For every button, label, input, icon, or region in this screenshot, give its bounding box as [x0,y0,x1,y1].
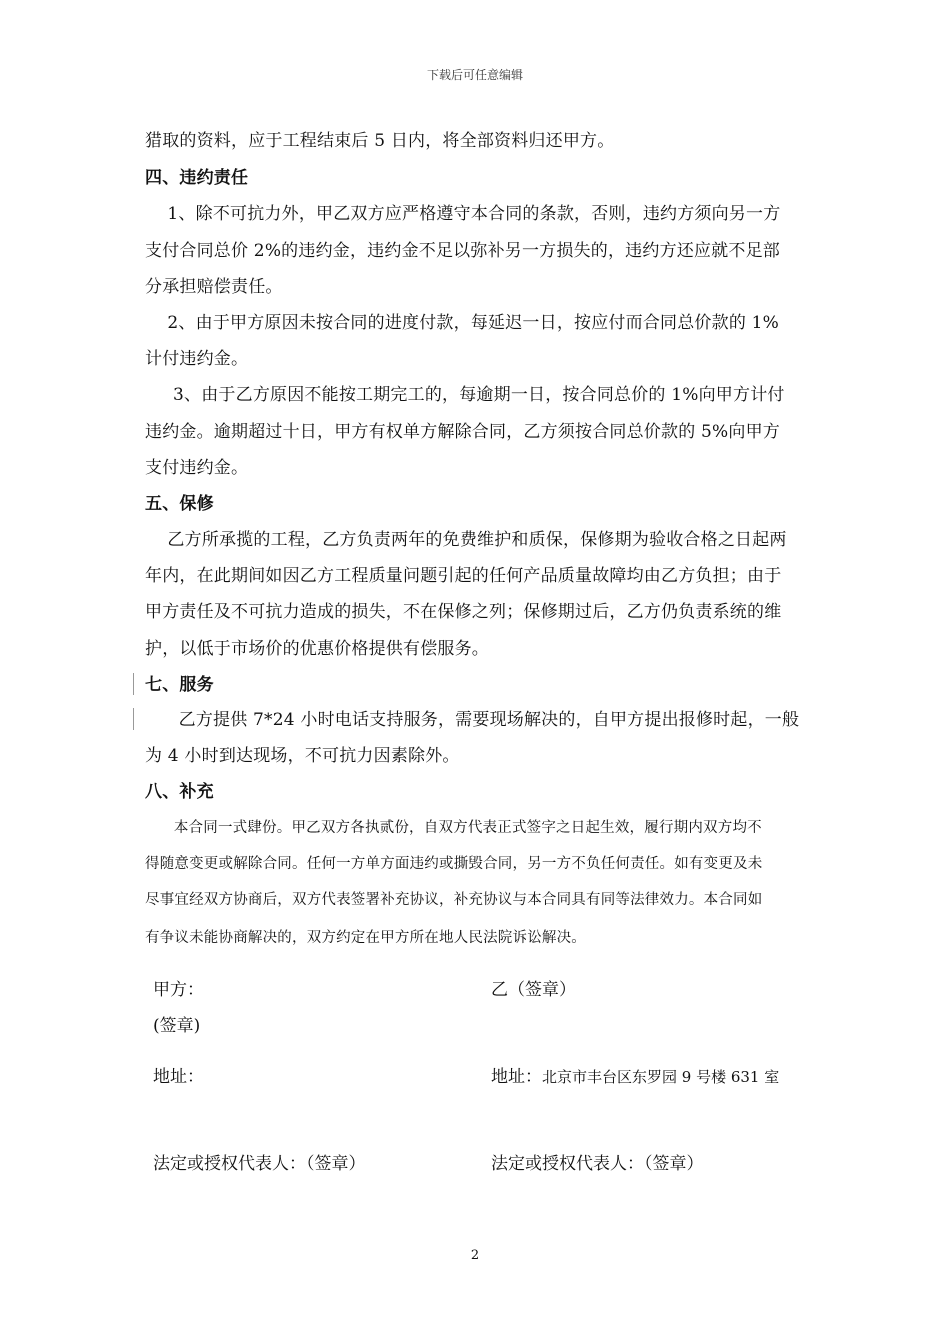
body-line: 为 4 小时到达现场，不可抗力因素除外。 [145,746,460,766]
body-line: 尽事宜经双方协商后，双方代表签署补充协议，补充协议与本合同具有同等法律效力。本合同如 [145,892,763,908]
section-heading: 五、保修 [145,494,214,514]
body-line: 2、由于甲方原因未按合同的进度付款，每延迟一日，按应付而合同总价款的 1% [145,313,780,333]
body-line: 猎取的资料，应于工程结束后 5 日内，将全部资料归还甲方。 [145,131,615,151]
body-line: 乙方提供 7*24 小时电话支持服务，需要现场解决的，自甲方提出报修时起，一般 [145,710,800,730]
party-b-label: 乙（签章） [491,980,576,1000]
body-line: 分承担赔偿责任。 [145,277,283,297]
page-header: 下载后可任意编辑 [426,68,523,82]
body-line: 得随意变更或解除合同。任何一方单方面违约或撕毁合同，另一方不负任何责任。如有变更及未 [145,856,763,872]
party-a-seal: (签章) [153,1016,201,1036]
section-heading: 八、补充 [145,782,214,802]
section-heading: 四、违约责任 [145,168,249,188]
body-line: 支付合同总价 2%的违约金，违约金不足以弥补另一方损失的，违约方还应就不足部 [145,241,780,261]
page-number: 2 [470,1248,480,1263]
body-line: 甲方责任及不可抗力造成的损失，不在保修之列；保修期过后，乙方仍负责系统的维 [145,602,782,622]
body-line: 支付违约金。 [145,458,249,478]
body-line: 有争议未能协商解决的，双方约定在甲方所在地人民法院诉讼解决。 [145,930,586,946]
party-b-representative: 法定或授权代表人：（签章） [491,1154,704,1174]
body-line: 违约金。逾期超过十日，甲方有权单方解除合同，乙方须按合同总价款的 5%向甲方 [145,422,780,442]
revision-bar [133,708,134,730]
body-line: 3、由于乙方原因不能按工期完工的，每逾期一日，按合同总价的 1%向甲方计付 [145,385,785,405]
party-a-address: 地址： [153,1067,204,1087]
party-b-address-label: 地址： [491,1067,542,1087]
section-heading: 七、服务 [145,675,214,695]
body-line: 护，以低于市场价的优惠价格提供有偿服务。 [145,639,489,659]
party-b-address-value: 北京市丰台区东罗园 9 号楼 631 室 [542,1068,780,1086]
party-a-representative: 法定或授权代表人：（签章） [153,1154,366,1174]
body-line: 本合同一式肆份。甲乙双方各执贰份，自双方代表正式签字之日起生效，履行期内双方均不 [145,820,762,836]
body-line: 年内，在此期间如因乙方工程质量问题引起的任何产品质量故障均由乙方负担；由于 [145,566,782,586]
party-a-label: 甲方： [153,980,204,1000]
body-line: 乙方所承揽的工程，乙方负责两年的免费维护和质保，保修期为验收合格之日起两 [145,530,787,550]
body-line: 计付违约金。 [145,349,249,369]
party-b-address [491,1062,779,1087]
revision-bar [133,673,134,695]
body-line: 1、除不可抗力外，甲乙双方应严格遵守本合同的条款，否则，违约方须向另一方 [145,204,781,224]
